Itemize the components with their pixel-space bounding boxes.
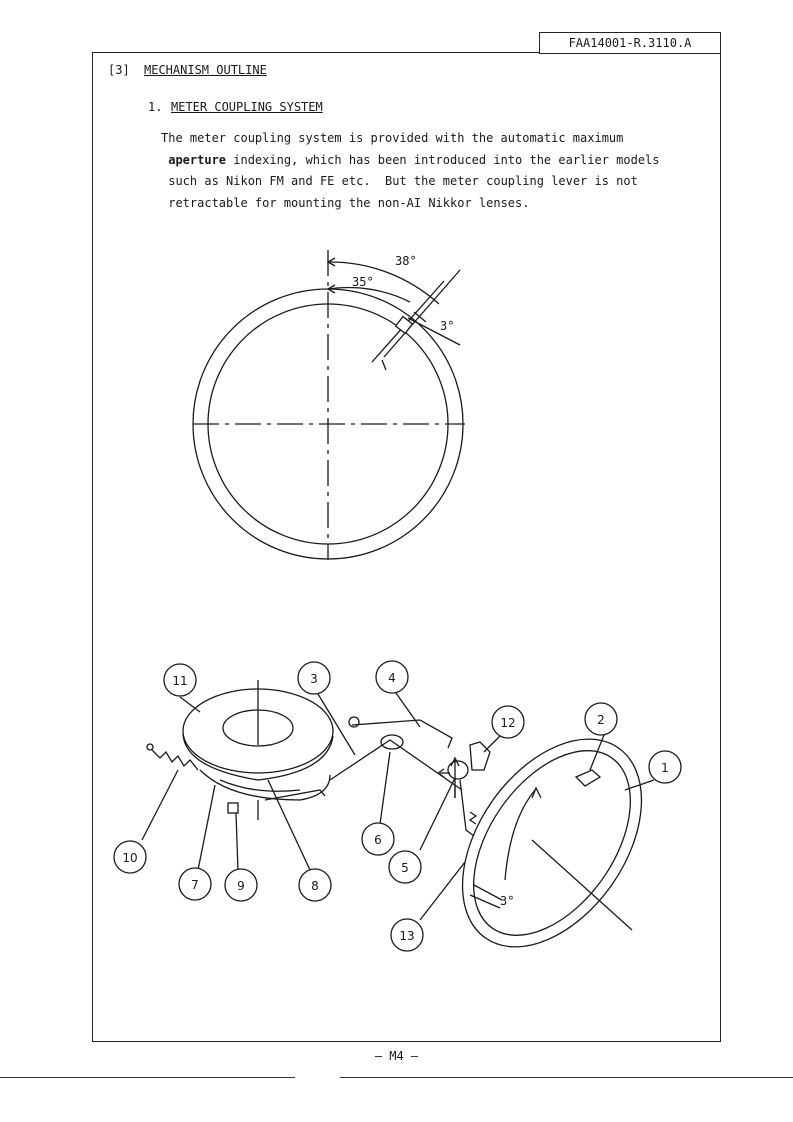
body-line-3: such as Nikon FM and FE etc. But the meter coupling lever is not <box>168 174 638 188</box>
page-number: — M4 — <box>374 1049 419 1063</box>
leader-11 <box>180 697 200 712</box>
leader-10 <box>142 770 178 840</box>
callout-11: 11 <box>172 674 188 688</box>
callout-5: 5 <box>401 861 409 875</box>
body-line-4: retractable for mounting the non-AI Nikkor lenses. <box>168 195 530 210</box>
leader-9 <box>236 813 238 871</box>
leader-4 <box>396 693 420 727</box>
leader-5 <box>420 778 455 850</box>
body-line-2-bold: aperture <box>168 152 227 167</box>
leader-7 <box>198 785 215 870</box>
mechanism-angle-label: 3° <box>500 894 515 908</box>
subsection-number: 1. <box>148 100 163 114</box>
callout-7: 7 <box>191 878 199 892</box>
callout-1: 1 <box>661 761 669 775</box>
body-line-1: The meter coupling system is provided with the automatic maximum <box>161 131 624 145</box>
body-line-2: indexing, which has been introduced into the earlier models <box>226 152 660 167</box>
callout-6: 6 <box>374 833 382 847</box>
subsection-title: METER COUPLING SYSTEM <box>171 100 323 114</box>
lever-13 <box>460 780 474 836</box>
leader-6 <box>380 752 390 824</box>
callout-4: 4 <box>388 671 396 685</box>
callout-10: 10 <box>122 851 138 865</box>
leader-3 <box>318 694 355 755</box>
angle-label-35: 35° <box>352 275 374 289</box>
lever-13-spring <box>470 812 476 824</box>
section-number: [3] <box>108 63 130 77</box>
callout-12: 12 <box>500 716 516 730</box>
leader-8 <box>268 780 310 870</box>
callout-2: 2 <box>597 713 605 727</box>
leader-12 <box>484 736 500 752</box>
lens-mount-ring-outer <box>426 706 679 980</box>
callout-9: 9 <box>237 879 245 893</box>
callout-13: 13 <box>399 929 415 943</box>
bottom-rule-right <box>340 1077 793 1078</box>
bracket-12 <box>470 742 490 770</box>
angle-label-3: 3° <box>440 319 455 333</box>
angle-label-38: 38° <box>395 254 417 268</box>
callout-8: 8 <box>311 879 319 893</box>
section-title: MECHANISM OUTLINE <box>144 63 267 77</box>
bottom-rule-left <box>0 1077 295 1078</box>
document-id: FAA14001-R.3110.A <box>539 32 721 54</box>
callout-3: 3 <box>310 672 318 686</box>
leader-13 <box>420 862 465 920</box>
